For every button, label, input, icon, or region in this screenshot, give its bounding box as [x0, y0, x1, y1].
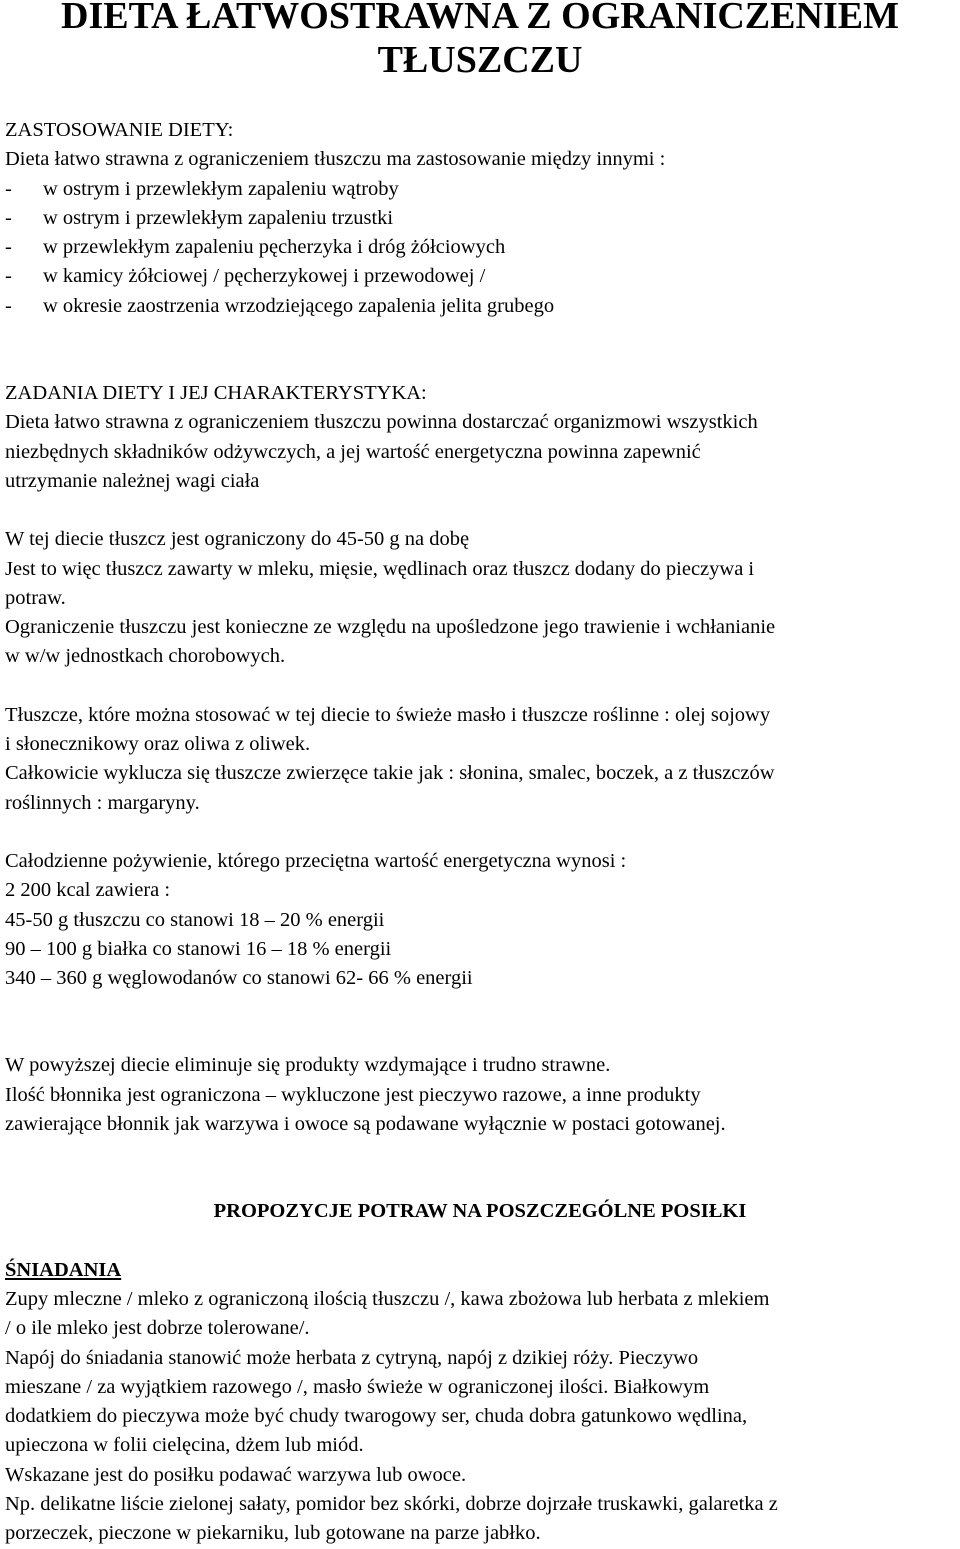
text-line: 45-50 g tłuszczu co stanowi 18 – 20 % energii	[5, 908, 385, 931]
list-item: - w ostrym i przewlekłym zapaleniu wątroby	[5, 177, 399, 200]
text-line: Całkowicie wyklucza się tłuszcze zwierzęce takie jak : słonina, smalec, boczek, a z tłuszczów	[5, 762, 775, 785]
section-propozycje	[5, 1197, 955, 1548]
text-line: potraw.	[5, 586, 66, 609]
text-line: Ilość błonnika jest ograniczona – wykluczone jest pieczywo razowe, a inne produkty	[5, 1083, 701, 1106]
text-line: niezbędnych składników odżywczych, a jej wartość energetyczna powinna zapewnić	[5, 440, 701, 463]
text-line: w w/w jednostkach chorobowych.	[5, 645, 286, 668]
paragraph	[5, 525, 955, 671]
paragraph-energy	[5, 847, 955, 993]
list-item: - w przewlekłym zapaleniu pęcherzyka i dróg żółciowych	[5, 236, 506, 259]
text-line: Np. delikatne liście zielonej sałaty, pomidor bez skórki, dobrze dojrzałe truskawki, galaretka z	[5, 1492, 778, 1515]
title-line-2: TŁUSZCZU	[377, 39, 583, 81]
text-line: 2 200 kcal zawiera :	[5, 879, 171, 902]
text-line: Tłuszcze, które można stosować w tej diecie to świeże masło i tłuszcze roślinne : olej sojowy	[5, 703, 771, 726]
text-line: utrzymanie należnej wagi ciała	[5, 469, 260, 492]
text-line: W powyższej diecie eliminuje się produkty wzdymające i trudno strawne.	[5, 1054, 611, 1077]
text-line: 90 – 100 g białka co stanowi 16 – 18 % energii	[5, 937, 392, 960]
text-line: porzeczek, pieczone w piekarniku, lub gotowane na parze jabłko.	[5, 1522, 541, 1545]
section-heading-zadania: ZADANIA DIETY I JEJ CHARAKTERYSTYKA:	[5, 382, 427, 405]
text-line: Dieta łatwo strawna z ograniczeniem tłuszczu powinna dostarczać organizmowi wszystkich	[5, 411, 758, 434]
section-zadania	[5, 379, 955, 1139]
document-title	[5, 0, 955, 82]
text-line: W tej diecie tłuszcz jest ograniczony do 45-50 g na dobę	[5, 528, 470, 551]
text-line: Całodzienne pożywienie, którego przeciętna wartość energetyczna wynosi :	[5, 849, 627, 872]
subheading-sniadania: ŚNIADANIA	[5, 1258, 122, 1281]
list-item: - w ostrym i przewlekłym zapaleniu trzustki	[5, 206, 394, 229]
paragraph	[5, 1051, 955, 1139]
section-zastosowanie	[5, 116, 955, 321]
text-line: Wskazane jest do posiłku podawać warzywa lub owoce.	[5, 1463, 467, 1486]
list-item: - w okresie zaostrzenia wrzodziejącego zapalenia jelita grubego	[5, 294, 555, 317]
text-line: mieszane / za wyjątkiem razowego /, masło świeże w ograniczonej ilości. Białkowym	[5, 1375, 710, 1398]
text-line: upieczona w folii cielęcina, dżem lub miód.	[5, 1434, 364, 1457]
document-page	[5, 0, 955, 1549]
zastosowanie-list	[5, 175, 955, 321]
paragraph	[5, 408, 955, 496]
section-heading-zastosowanie: ZASTOSOWANIE DIETY:	[5, 119, 234, 141]
zastosowanie-intro: Dieta łatwo strawna z ograniczeniem tłuszczu ma zastosowanie między innymi :	[5, 148, 666, 171]
text-line: Jest to więc tłuszcz zawarty w mleku, mięsie, wędlinach oraz tłuszcz dodany do pieczywa i	[5, 557, 755, 580]
text-line: Ograniczenie tłuszczu jest konieczne ze względu na upośledzone jego trawienie i wchłanianie	[5, 616, 776, 639]
text-line: Napój do śniadania stanowić może herbata z cytryną, napój z dzikiej róży. Pieczywo	[5, 1346, 699, 1369]
paragraph	[5, 701, 955, 818]
text-line: roślinnych : margaryny.	[5, 791, 200, 814]
text-line: 340 – 360 g węglowodanów co stanowi 62- 66 % energii	[5, 967, 473, 990]
text-line: / o ile mleko jest dobrze tolerowane/.	[5, 1317, 310, 1340]
text-line: dodatkiem do pieczywa może być chudy twarogowy ser, chuda dobra gatunkowo wędlina,	[5, 1405, 748, 1428]
list-item: - w kamicy żółciowej / pęcherzykowej i przewodowej /	[5, 265, 486, 288]
text-line: Zupy mleczne / mleko z ograniczoną ilością tłuszczu /, kawa zbożowa lub herbata z mlekiem	[5, 1287, 770, 1310]
sniadania-paragraph	[5, 1285, 955, 1549]
text-line: zawierające błonnik jak warzywa i owoce są podawane wyłącznie w postaci gotowanej.	[5, 1113, 726, 1136]
text-line: i słonecznikowy oraz oliwa z oliwek.	[5, 733, 311, 756]
title-line-1: DIETA ŁATWOSTRAWNA Z OGRANICZENIEM	[61, 0, 899, 37]
section-heading-propozycje: PROPOZYCJE POTRAW NA POSZCZEGÓLNE POSIŁKI	[213, 1200, 747, 1223]
